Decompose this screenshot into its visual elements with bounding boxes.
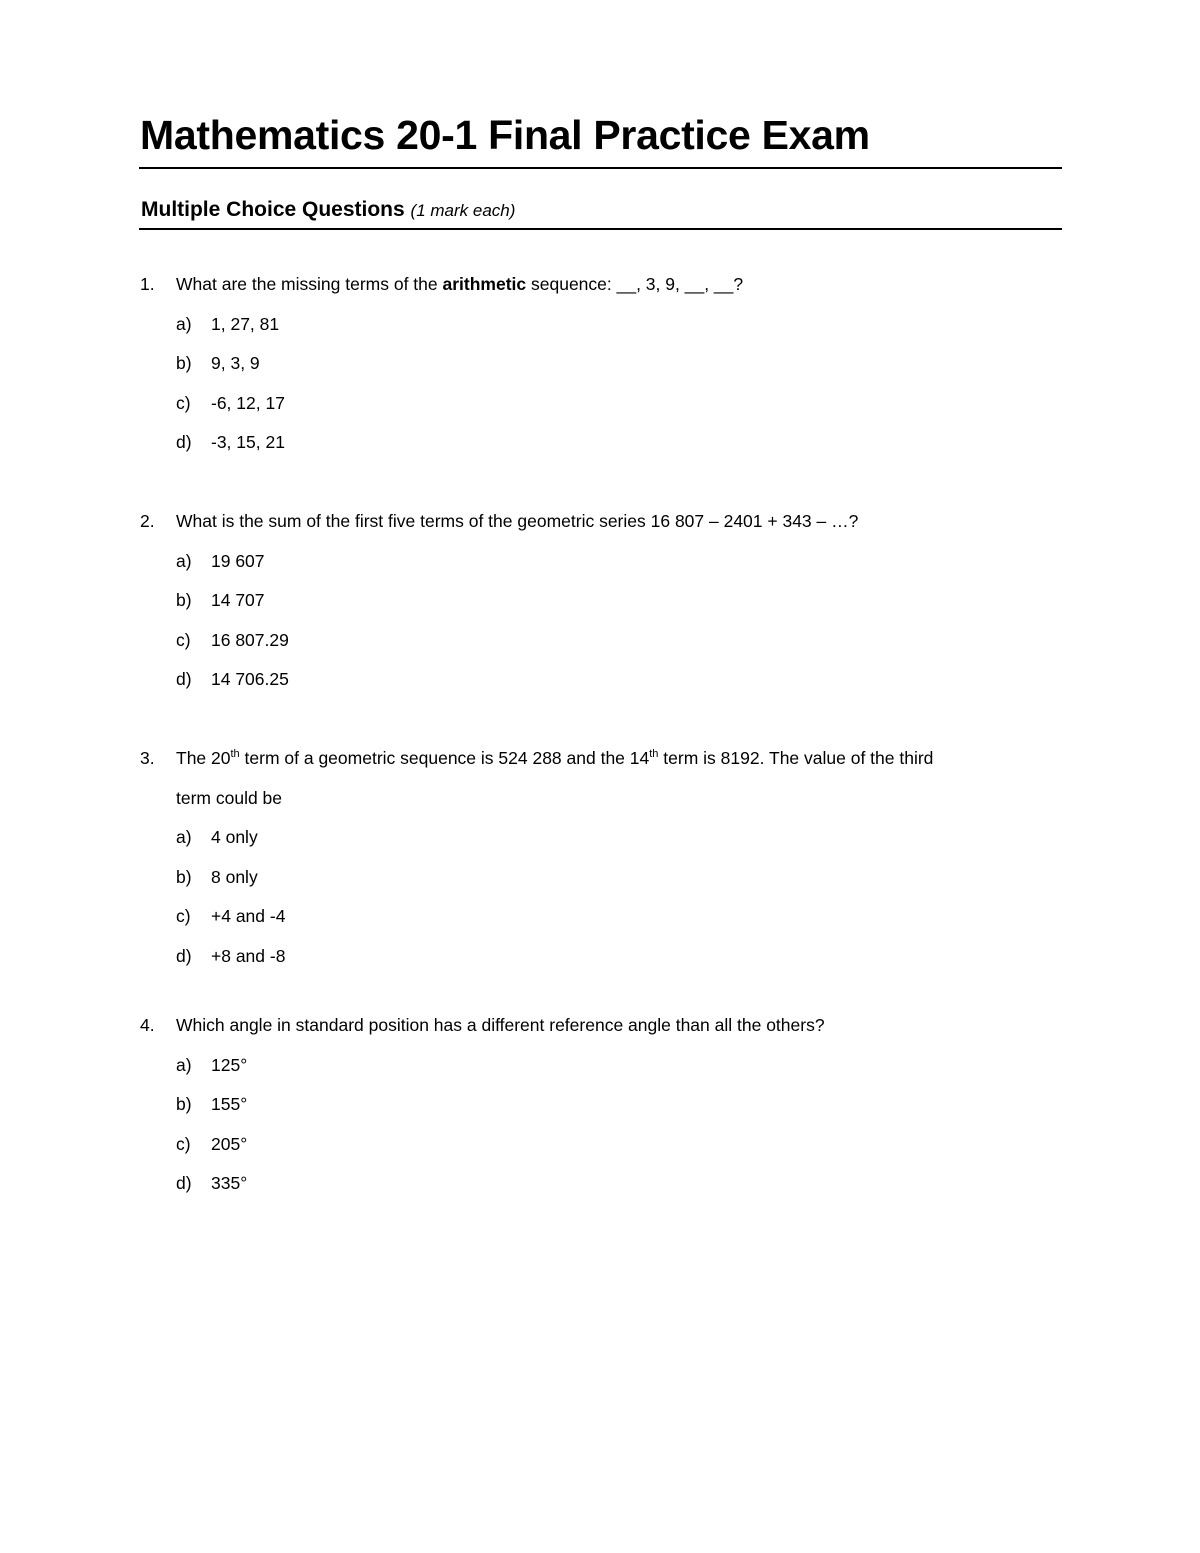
option-c [140, 384, 1050, 424]
option-text: 14 706.25 [211, 669, 289, 690]
option-a [140, 1046, 1050, 1086]
option-letter: c) [176, 629, 191, 650]
question-number: 1. [140, 274, 155, 294]
question-2 [140, 502, 1050, 700]
option-text: -6, 12, 17 [211, 392, 285, 413]
option-d [140, 423, 1050, 463]
option-b [140, 581, 1050, 621]
option-text: +4 and -4 [211, 906, 286, 927]
option-letter: c) [176, 906, 191, 927]
question-text [176, 265, 743, 305]
option-letter: d) [176, 669, 192, 690]
option-d [140, 937, 1050, 977]
question-number: 3. [140, 748, 155, 768]
option-letter: d) [176, 945, 192, 966]
option-a [140, 305, 1050, 345]
section-heading-text: Multiple Choice Questions [141, 198, 405, 221]
question-number: 2. [140, 511, 155, 531]
ordinal-superscript: th [230, 748, 240, 761]
option-d [140, 660, 1050, 700]
option-text: 155° [211, 1094, 248, 1115]
option-text: 8 only [211, 866, 258, 887]
question-text-line2: term could be [176, 787, 283, 808]
option-b [140, 858, 1050, 898]
option-text: -3, 15, 21 [211, 432, 285, 453]
option-letter: c) [176, 1133, 191, 1154]
question-stem [140, 739, 1050, 779]
option-a [140, 542, 1050, 582]
option-letter: a) [176, 827, 192, 848]
page-title: Mathematics 20-1 Final Practice Exam [140, 112, 870, 158]
option-letter: b) [176, 353, 192, 374]
option-letter: a) [176, 313, 192, 334]
question-stem [140, 502, 1050, 542]
option-text: 14 707 [211, 590, 265, 611]
option-letter: b) [176, 866, 192, 887]
option-text: 1, 27, 81 [211, 313, 280, 334]
option-a [140, 818, 1050, 858]
question-stem [140, 1006, 1050, 1046]
option-text: 4 only [211, 827, 258, 848]
option-b [140, 1085, 1050, 1125]
section-divider [139, 228, 1062, 230]
option-letter: a) [176, 550, 192, 571]
option-c [140, 897, 1050, 937]
question-stem-continuation [140, 779, 1050, 819]
option-letter: b) [176, 1094, 192, 1115]
question-3 [140, 739, 1050, 977]
question-1 [140, 265, 1050, 463]
option-letter: a) [176, 1054, 192, 1075]
question-text-part: sequence: __, 3, 9, __, __? [526, 274, 744, 294]
option-letter: c) [176, 392, 191, 413]
question-number: 4. [140, 1015, 155, 1035]
title-divider [139, 167, 1062, 169]
section-heading-note: (1 mark each) [410, 201, 516, 220]
option-b [140, 344, 1050, 384]
question-4 [140, 1006, 1050, 1204]
option-text: 205° [211, 1133, 248, 1154]
question-text: Which angle in standard position has a different reference angle than all the others? [176, 1015, 825, 1035]
option-letter: d) [176, 1173, 192, 1194]
question-stem [140, 265, 1050, 305]
option-letter: d) [176, 432, 192, 453]
option-text: 125° [211, 1054, 248, 1075]
option-text: 9, 3, 9 [211, 353, 260, 374]
question-text-part: What are the missing terms of the [176, 274, 443, 294]
option-text: 335° [211, 1173, 248, 1194]
option-d [140, 1164, 1050, 1204]
question-text-part: term is 8192. The value of the third [658, 748, 934, 768]
option-text: +8 and -8 [211, 945, 286, 966]
section-heading [141, 198, 515, 222]
question-text [176, 739, 933, 779]
option-text: 16 807.29 [211, 629, 289, 650]
option-c [140, 1125, 1050, 1165]
question-text-part: term of a geometric sequence is 524 288 and the 14 [239, 748, 650, 768]
ordinal-superscript: th [649, 748, 659, 761]
option-text: 19 607 [211, 550, 265, 571]
option-c [140, 621, 1050, 661]
question-text-part: The 20 [176, 748, 231, 768]
option-letter: b) [176, 590, 192, 611]
question-text-bold: arithmetic [442, 274, 527, 294]
question-text: What is the sum of the first five terms of the geometric series 16 807 – 2401 + 343 – …? [176, 511, 859, 531]
